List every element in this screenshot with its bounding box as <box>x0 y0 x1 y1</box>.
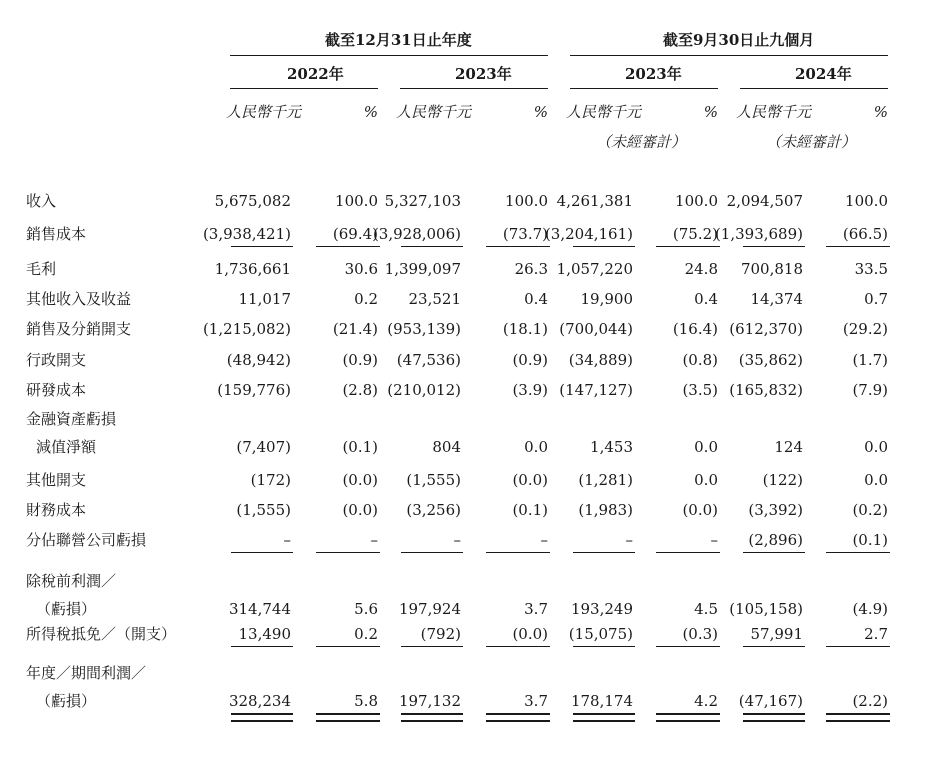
percent-cell: (16.4) <box>672 320 718 338</box>
total-double-underline <box>231 713 293 722</box>
amount-cell: – <box>625 531 633 549</box>
percent-cell: (2.2) <box>852 692 888 710</box>
row-label: 其他收入及收益 <box>26 290 132 308</box>
percent-cell: (3.9) <box>512 381 548 399</box>
amount-cell: (105,158) <box>729 600 803 618</box>
percent-cell: 0.0 <box>864 438 888 456</box>
percent-cell: (21.4) <box>332 320 378 338</box>
percent-cell: (0.0) <box>342 471 378 489</box>
amount-cell: (210,012) <box>387 381 461 399</box>
subtotal-underline <box>573 246 635 247</box>
percent-cell: 0.7 <box>864 290 888 308</box>
percent-cell: 0.0 <box>524 438 548 456</box>
amount-cell: (147,127) <box>559 381 633 399</box>
percent-cell: 26.3 <box>514 260 548 278</box>
percent-cell: (0.1) <box>512 501 548 519</box>
amount-cell: 57,991 <box>750 625 803 643</box>
amount-cell: (612,370) <box>729 320 803 338</box>
row-label: 其他開支 <box>26 471 87 489</box>
percent-cell: 0.0 <box>694 438 718 456</box>
total-double-underline <box>743 713 805 722</box>
unit-header: 人民幣千元 <box>736 103 812 121</box>
subtotal-underline <box>486 246 550 247</box>
amount-cell: (15,075) <box>568 625 633 643</box>
subtotal-underline <box>573 552 635 553</box>
percent-cell: (75.2) <box>672 225 718 243</box>
amount-cell: (3,928,006) <box>372 225 461 243</box>
subtotal-underline <box>401 246 463 247</box>
amount-cell: (1,555) <box>236 501 291 519</box>
percent-cell: 100.0 <box>845 192 888 210</box>
amount-cell: (792) <box>420 625 461 643</box>
amount-cell: 5,675,082 <box>214 192 291 210</box>
row-label: 分佔聯營公司虧損 <box>26 531 147 549</box>
unit-header: 人民幣千元 <box>396 103 472 121</box>
percent-cell: (0.9) <box>512 351 548 369</box>
amount-cell: 4,261,381 <box>556 192 633 210</box>
amount-cell: 23,521 <box>408 290 461 308</box>
subtotal-underline <box>316 552 380 553</box>
year-underline <box>740 88 888 89</box>
row-label: 銷售及分銷開支 <box>26 320 132 338</box>
total-double-underline <box>486 713 550 722</box>
amount-cell: 124 <box>774 438 803 456</box>
year-underline <box>570 88 718 89</box>
subtotal-underline <box>401 552 463 553</box>
percent-cell: 5.6 <box>354 600 378 618</box>
row-label-continued: （虧損） <box>36 600 97 618</box>
group-header-annual: 截至12月31日止年度 <box>325 31 472 49</box>
subtotal-underline <box>231 552 293 553</box>
pct-header: % <box>363 103 378 121</box>
unit-header: 人民幣千元 <box>566 103 642 121</box>
amount-cell: (3,204,161) <box>544 225 633 243</box>
subtotal-underline <box>231 246 293 247</box>
amount-cell: (47,536) <box>396 351 461 369</box>
row-label: 金融資產虧損 <box>26 410 117 428</box>
percent-cell: 0.2 <box>354 290 378 308</box>
amount-cell: (3,938,421) <box>202 225 291 243</box>
amount-cell: 14,374 <box>750 290 803 308</box>
total-double-underline <box>316 713 380 722</box>
percent-cell: (0.0) <box>512 625 548 643</box>
amount-cell: (700,044) <box>559 320 633 338</box>
year-header-2023-nine-months: 2023年 <box>625 65 682 83</box>
amount-cell: 700,818 <box>740 260 803 278</box>
percent-cell: (4.9) <box>852 600 888 618</box>
amount-cell: (953,139) <box>387 320 461 338</box>
amount-cell: 804 <box>432 438 461 456</box>
row-label: 銷售成本 <box>26 225 87 243</box>
percent-cell: – <box>370 531 378 549</box>
group-underline-annual <box>230 55 548 56</box>
amount-cell: (1,281) <box>578 471 633 489</box>
subtotal-underline <box>401 646 463 647</box>
amount-cell: 197,924 <box>398 600 461 618</box>
percent-cell: (18.1) <box>502 320 548 338</box>
amount-cell: 19,900 <box>580 290 633 308</box>
percent-cell: 100.0 <box>505 192 548 210</box>
amount-cell: (1,393,689) <box>714 225 803 243</box>
row-label: 所得稅抵免／（開支） <box>26 625 177 643</box>
percent-cell: (0.0) <box>512 471 548 489</box>
row-label: 收入 <box>26 192 57 210</box>
percent-cell: (2.8) <box>342 381 378 399</box>
amount-cell: 328,234 <box>228 692 291 710</box>
amount-cell: (34,889) <box>568 351 633 369</box>
amount-cell: 193,249 <box>570 600 633 618</box>
row-label: 財務成本 <box>26 501 87 519</box>
amount-cell: 178,174 <box>570 692 633 710</box>
group-header-nine-months: 截至9月30日止九個月 <box>663 31 815 49</box>
percent-cell: (0.1) <box>852 531 888 549</box>
unit-header: 人民幣千元 <box>226 103 302 121</box>
percent-cell: (0.2) <box>852 501 888 519</box>
percent-cell: 4.5 <box>694 600 718 618</box>
year-header-2022: 2022年 <box>287 65 344 83</box>
subtotal-underline <box>743 646 805 647</box>
percent-cell: – <box>540 531 548 549</box>
percent-cell: 100.0 <box>335 192 378 210</box>
row-label: 行政開支 <box>26 351 87 369</box>
percent-cell: 4.2 <box>694 692 718 710</box>
percent-cell: 24.8 <box>684 260 718 278</box>
total-double-underline <box>573 713 635 722</box>
amount-cell: 1,453 <box>590 438 633 456</box>
amount-cell: (35,862) <box>738 351 803 369</box>
amount-cell: – <box>453 531 461 549</box>
amount-cell: (7,407) <box>236 438 291 456</box>
percent-cell: 0.2 <box>354 625 378 643</box>
group-underline-nine-months <box>570 55 888 56</box>
percent-cell: (73.7) <box>502 225 548 243</box>
percent-cell: (0.3) <box>682 625 718 643</box>
percent-cell: 2.7 <box>864 625 888 643</box>
row-label: 除稅前利潤／ <box>26 572 117 590</box>
amount-cell: (3,256) <box>406 501 461 519</box>
amount-cell: (1,215,082) <box>202 320 291 338</box>
pct-header: % <box>533 103 548 121</box>
percent-cell: 0.4 <box>694 290 718 308</box>
percent-cell: 5.8 <box>354 692 378 710</box>
percent-cell: 3.7 <box>524 692 548 710</box>
total-double-underline <box>401 713 463 722</box>
row-label-continued: 減值淨額 <box>36 438 97 456</box>
amount-cell: (3,392) <box>748 501 803 519</box>
percent-cell: 3.7 <box>524 600 548 618</box>
percent-cell: (0.8) <box>682 351 718 369</box>
percent-cell: (0.0) <box>682 501 718 519</box>
percent-cell: (0.0) <box>342 501 378 519</box>
subtotal-underline <box>316 246 380 247</box>
percent-cell: 100.0 <box>675 192 718 210</box>
row-label-continued: （虧損） <box>36 692 97 710</box>
total-double-underline <box>656 713 720 722</box>
subtotal-underline <box>486 646 550 647</box>
subtotal-underline <box>231 646 293 647</box>
percent-cell: (7.9) <box>852 381 888 399</box>
percent-cell: 0.4 <box>524 290 548 308</box>
percent-cell: – <box>710 531 718 549</box>
percent-cell: 0.0 <box>694 471 718 489</box>
amount-cell: (122) <box>762 471 803 489</box>
year-header-2024: 2024年 <box>795 65 852 83</box>
percent-cell: (29.2) <box>842 320 888 338</box>
pct-header: % <box>873 103 888 121</box>
row-label: 毛利 <box>26 260 57 278</box>
percent-cell: 33.5 <box>854 260 888 278</box>
amount-cell: (2,896) <box>748 531 803 549</box>
amount-cell: 13,490 <box>238 625 291 643</box>
amount-cell: 1,057,220 <box>556 260 633 278</box>
amount-cell: (159,776) <box>217 381 291 399</box>
percent-cell: 30.6 <box>344 260 378 278</box>
subtotal-underline <box>743 552 805 553</box>
subtotal-underline <box>656 552 720 553</box>
subtotal-underline <box>486 552 550 553</box>
subtotal-underline <box>656 646 720 647</box>
pct-header: % <box>703 103 718 121</box>
percent-cell: (66.5) <box>842 225 888 243</box>
amount-cell: 11,017 <box>238 290 291 308</box>
subtotal-underline <box>743 246 805 247</box>
subtotal-underline <box>316 646 380 647</box>
amount-cell: (1,983) <box>578 501 633 519</box>
year-underline <box>400 88 548 89</box>
percent-cell: (0.1) <box>342 438 378 456</box>
amount-cell: 314,744 <box>228 600 291 618</box>
row-label: 年度／期間利潤／ <box>26 664 147 682</box>
amount-cell: (1,555) <box>406 471 461 489</box>
amount-cell: 5,327,103 <box>384 192 461 210</box>
unaudited-note: （未經審計） <box>766 133 857 151</box>
subtotal-underline <box>656 246 720 247</box>
year-header-2023-annual: 2023年 <box>455 65 512 83</box>
amount-cell: 197,132 <box>398 692 461 710</box>
percent-cell: 0.0 <box>864 471 888 489</box>
amount-cell: – <box>283 531 291 549</box>
unaudited-note: （未經審計） <box>596 133 687 151</box>
percent-cell: (3.5) <box>682 381 718 399</box>
total-double-underline <box>826 713 890 722</box>
subtotal-underline <box>826 552 890 553</box>
amount-cell: 1,736,661 <box>214 260 291 278</box>
amount-cell: (172) <box>250 471 291 489</box>
amount-cell: (48,942) <box>226 351 291 369</box>
subtotal-underline <box>573 646 635 647</box>
percent-cell: (69.4) <box>332 225 378 243</box>
amount-cell: (165,832) <box>729 381 803 399</box>
percent-cell: (1.7) <box>852 351 888 369</box>
subtotal-underline <box>826 246 890 247</box>
amount-cell: (47,167) <box>738 692 803 710</box>
percent-cell: (0.9) <box>342 351 378 369</box>
row-label: 研發成本 <box>26 381 87 399</box>
subtotal-underline <box>826 646 890 647</box>
amount-cell: 1,399,097 <box>384 260 461 278</box>
amount-cell: 2,094,507 <box>726 192 803 210</box>
year-underline <box>230 88 378 89</box>
